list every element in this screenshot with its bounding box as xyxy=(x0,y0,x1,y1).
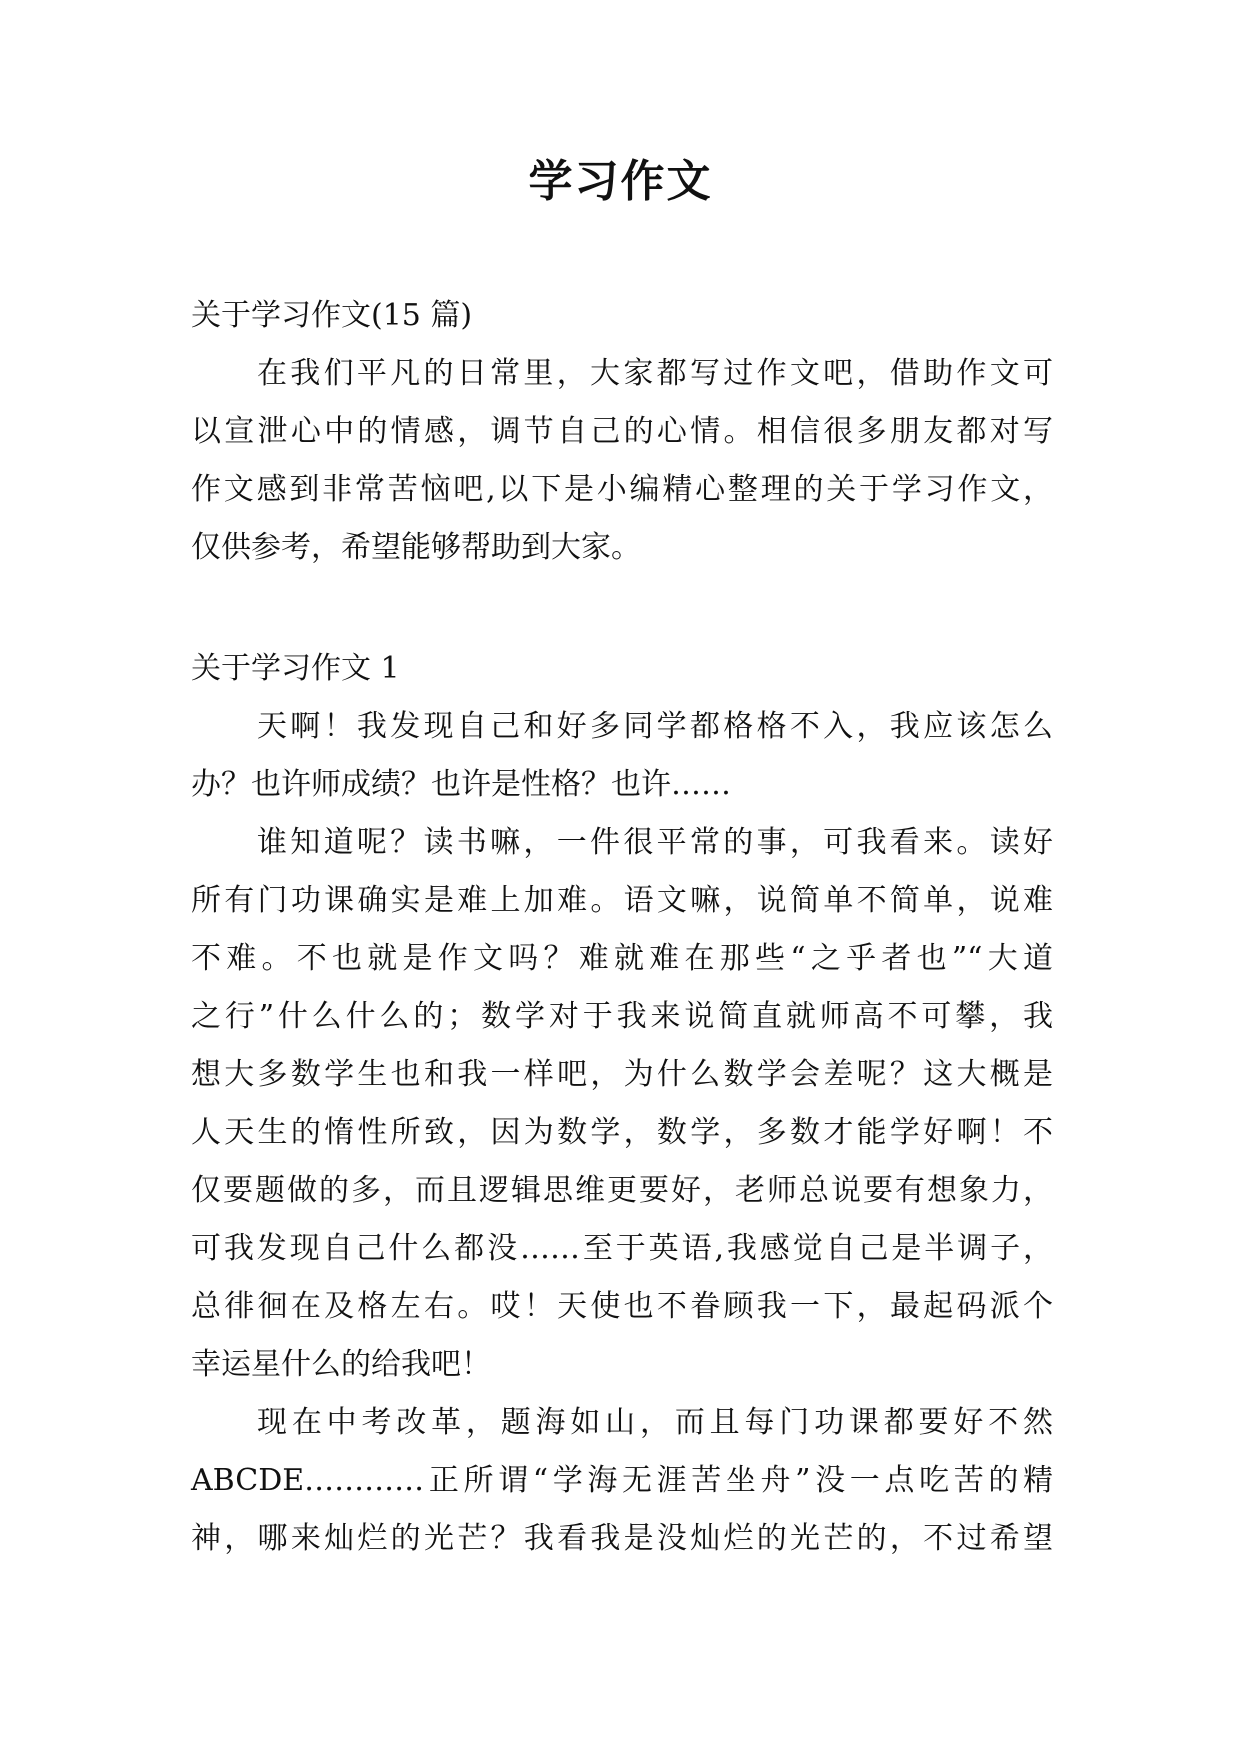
intro-line-1: 在我们平凡的日常里，大家都写过作文吧，借助作文可 xyxy=(257,356,1053,391)
section-line-8: 人天生的惰性所致，因为数学，数学，多数才能学好啊！不 xyxy=(191,1115,1053,1150)
intro-line-4: 仅供参考，希望能够帮助到大家。 xyxy=(191,530,641,565)
section-line-11: 总徘徊在及格左右。哎！天使也不眷顾我一下，最起码派个 xyxy=(191,1289,1053,1324)
section-line-13: 现在中考改革，题海如山，而且每门功课都要好不然 xyxy=(257,1405,1053,1440)
section-line-4: 所有门功课确实是难上加难。语文嘛，说简单不简单，说难 xyxy=(191,883,1053,918)
section-line-5: 不难。不也就是作文吗？难就难在那些“之乎者也”“大道 xyxy=(191,941,1053,976)
section-line-12: 幸运星什么的给我吧！ xyxy=(191,1347,491,1382)
section-line-6: 之行”什么什么的；数学对于我来说简直就师高不可攀，我 xyxy=(191,999,1053,1034)
section-line-10: 可我发现自己什么都没……至于英语,我感觉自己是半调子， xyxy=(191,1231,1053,1266)
intro-line-3: 作文感到非常苦恼吧,以下是小编精心整理的关于学习作文， xyxy=(191,472,1053,507)
subtitle-line: 关于学习作文(15 篇) xyxy=(191,298,473,333)
section-line-14: ABCDE…………正所谓“学海无涯苦坐舟”没一点吃苦的精 xyxy=(191,1463,1053,1498)
section-line-3: 谁知道呢？读书嘛，一件很平常的事，可我看来。读好 xyxy=(257,825,1053,860)
section-line-7: 想大多数学生也和我一样吧，为什么数学会差呢？这大概是 xyxy=(191,1057,1053,1092)
intro-line-2: 以宣泄心中的情感，调节自己的心情。相信很多朋友都对写 xyxy=(191,414,1053,449)
section-heading: 关于学习作文 1 xyxy=(191,651,400,686)
section-line-15: 神，哪来灿烂的光芒？我看我是没灿烂的光芒的，不过希望 xyxy=(191,1521,1053,1556)
section-line-9: 仅要题做的多，而且逻辑思维更要好，老师总说要有想象力， xyxy=(191,1173,1053,1208)
page-title: 学习作文 xyxy=(528,156,713,207)
section-line-2: 办？也许师成绩？也许是性格？也许…… xyxy=(191,767,731,802)
section-line-1: 天啊！我发现自己和好多同学都格格不入，我应该怎么 xyxy=(257,709,1053,744)
